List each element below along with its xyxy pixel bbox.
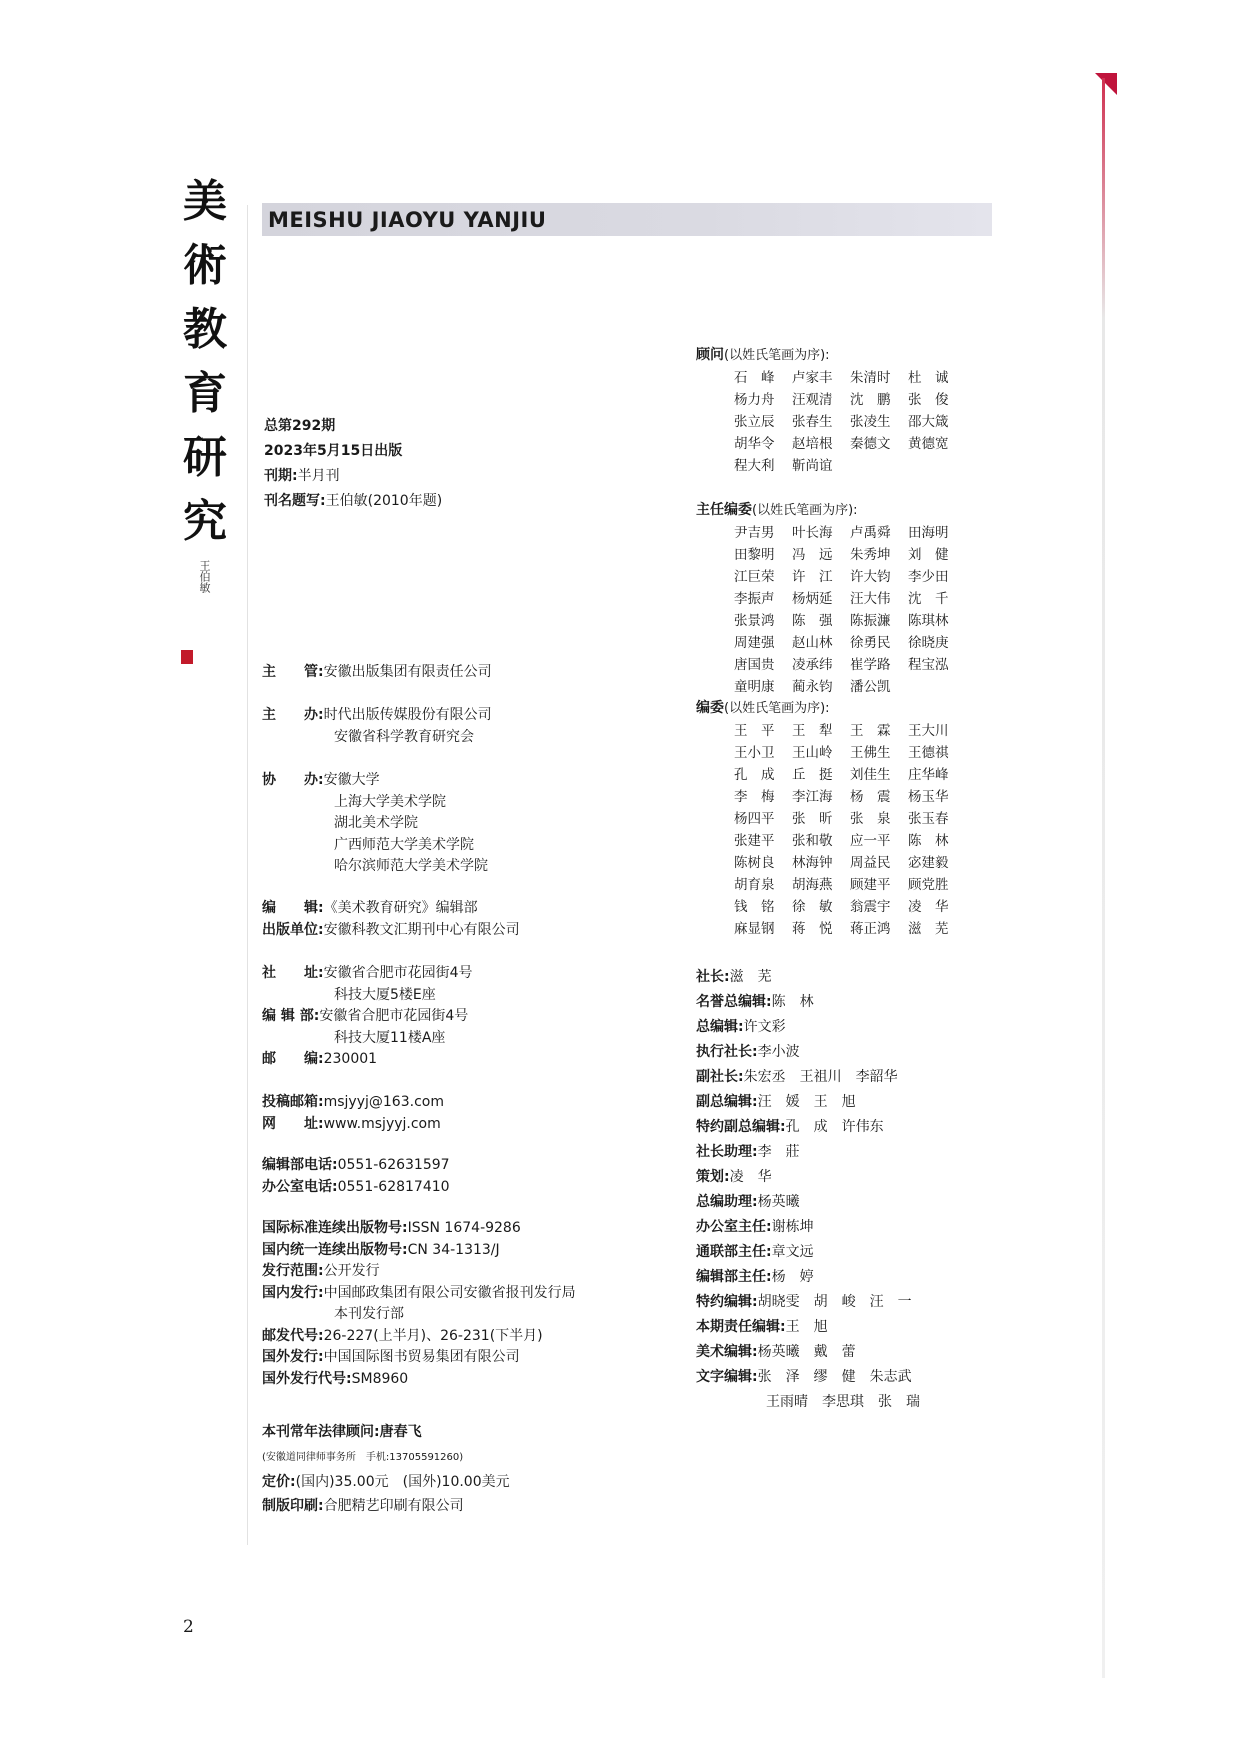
foreign-code-label: 国外发行代号: (262, 1370, 352, 1387)
person-name: 刘 健 (908, 546, 949, 563)
staff-row (696, 1365, 920, 1390)
corner-mark (1095, 73, 1117, 95)
staff-row (696, 1190, 920, 1215)
co-value: 上海大学美术学院 (334, 793, 446, 810)
person-name: 王 平 (734, 722, 775, 739)
staff-label: 副总编辑: (696, 1094, 758, 1110)
person-name: 徐 敏 (792, 898, 833, 915)
person-name: 赵山林 (792, 634, 833, 651)
staff-value: 胡晓雯 胡 峻 汪 一 (757, 1294, 912, 1310)
staff-row (696, 1040, 920, 1065)
page-number: 2 (183, 1617, 194, 1637)
editors-sub: (以姓氏笔画为序): (724, 701, 830, 716)
office-label: 编 辑 部: (262, 1008, 320, 1024)
advisors-sub: (以姓氏笔画为序): (724, 348, 830, 363)
staff-value: 王 旭 (785, 1319, 828, 1335)
staff-label: 社长: (696, 969, 730, 985)
person-name: 应一平 (850, 832, 891, 849)
staff-row (696, 1240, 920, 1265)
person-name: 李江海 (792, 788, 833, 805)
staff-value: 许文彩 (743, 1019, 786, 1035)
staff-value: 杨 婷 (771, 1269, 814, 1285)
print-value: 合肥精艺印刷有限公司 (323, 1498, 464, 1514)
issn-value: ISSN 1674-9286 (407, 1220, 521, 1236)
email-value[interactable]: msjyyj@163.com (323, 1094, 444, 1110)
person-name: 唐国贵 (734, 656, 775, 673)
publication-block (262, 1218, 576, 1390)
person-name: 黄德宽 (908, 435, 949, 452)
issn-label: 国际标准连续出版物号: (262, 1220, 408, 1236)
person-name: 张 泉 (850, 810, 891, 827)
staff-value: 凌 华 (729, 1169, 772, 1185)
editors-title: 编委 (696, 700, 724, 716)
person-name: 丘 挺 (792, 766, 833, 783)
person-name: 陈 强 (792, 612, 833, 629)
chief-editors-sub: (以姓氏笔画为序): (752, 503, 858, 518)
person-name: 王大川 (908, 722, 949, 739)
foreign-label: 国外发行: (262, 1349, 324, 1365)
supervisor-value: 安徽出版集团有限责任公司 (323, 664, 492, 680)
person-name: 胡华令 (734, 435, 775, 452)
person-name: 尹吉男 (734, 524, 775, 541)
price-label: 定价: (262, 1474, 296, 1490)
person-name: 张建平 (734, 832, 775, 849)
staff-row (696, 1065, 920, 1090)
legal-label: 本刊常年法律顾问: (262, 1424, 380, 1440)
issue-total: 总第292期 (264, 418, 336, 434)
advisors-section (696, 345, 966, 477)
person-name: 李少田 (908, 568, 949, 585)
person-name: 王德祺 (908, 744, 949, 761)
issue-date: 2023年5月15日出版 (264, 443, 403, 459)
editors-grid (696, 720, 966, 940)
staff-row (696, 965, 920, 990)
publisher-value: 安徽科教文汇期刊中心有限公司 (323, 921, 520, 938)
title-writer-value: 王伯敏(2010年题) (325, 493, 443, 509)
person-name: 秦德文 (850, 435, 891, 452)
staff-list (696, 965, 920, 1415)
person-name: 顾建平 (850, 876, 891, 893)
address-value: 科技大厦5楼E座 (334, 986, 436, 1003)
staff-value: 滋 芜 (729, 969, 772, 985)
cn-label: 国内统一连续出版物号: (262, 1241, 408, 1258)
calligraphy-char: 研 (183, 432, 227, 483)
title-writer-label: 刊名题写: (264, 493, 326, 509)
person-name: 田黎明 (734, 546, 775, 563)
staff-label: 社长助理: (696, 1144, 758, 1160)
signature: 王伯敏 (198, 560, 211, 593)
issue-info (264, 414, 442, 514)
person-name: 汪大伟 (850, 590, 891, 607)
person-name: 滋 芜 (908, 920, 949, 937)
staff-label: 策划: (696, 1169, 730, 1185)
legal-note: (安徽道同律师事务所 手机:13705591260) (262, 1452, 464, 1463)
person-name: 李 梅 (734, 788, 775, 805)
editor-label: 编 辑: (262, 900, 324, 916)
office-value: 安徽省合肥市花园街4号 (319, 1008, 469, 1024)
staff-row (696, 1215, 920, 1240)
supervisor-block (262, 662, 492, 684)
person-name: 张凌生 (850, 413, 891, 430)
calligraphy-char: 究 (183, 496, 227, 547)
person-name: 陈树良 (734, 854, 775, 871)
person-name: 庄华峰 (908, 766, 949, 783)
scope-value: 公开发行 (323, 1263, 380, 1279)
address-value: 安徽省合肥市花园街4号 (323, 965, 473, 981)
person-name: 靳尚谊 (792, 457, 833, 474)
foreign-code-value: SM8960 (351, 1370, 409, 1387)
person-name: 叶长海 (792, 524, 833, 541)
tel1-label: 编辑部电话: (262, 1157, 338, 1173)
zip-value: 230001 (323, 1051, 378, 1067)
calligraphy-title (175, 170, 235, 554)
person-name: 沈 千 (908, 590, 949, 607)
chief-editors-title: 主任编委 (696, 502, 752, 518)
staff-value: 李 莊 (757, 1144, 800, 1160)
postcode-value: 26-227(上半月)、26-231(下半月) (323, 1327, 543, 1344)
person-name: 张景鸿 (734, 612, 775, 629)
person-name: 李振声 (734, 590, 775, 607)
person-name: 张春生 (792, 413, 833, 430)
person-name: 杨四平 (734, 810, 775, 827)
staff-row (696, 990, 920, 1015)
person-name: 朱清时 (850, 369, 891, 386)
person-name: 程大利 (734, 457, 775, 474)
person-name: 潘公凯 (850, 678, 891, 695)
person-name: 张和敬 (792, 832, 833, 849)
person-name: 胡海燕 (792, 876, 833, 893)
staff-value: 李小波 (757, 1044, 800, 1060)
sponsor-label: 主 办: (262, 707, 324, 723)
staff-label: 本期责任编辑: (696, 1319, 786, 1335)
person-name: 杨力舟 (734, 391, 775, 408)
tel1-value: 0551-62631597 (337, 1157, 450, 1173)
scope-label: 发行范围: (262, 1263, 324, 1279)
person-name: 孔 成 (734, 766, 775, 783)
cn-value: CN 34-1313/J (407, 1241, 500, 1258)
phone-block (262, 1155, 450, 1198)
sponsor-value: 安徽省科学教育研究会 (334, 728, 474, 745)
person-name: 徐晓庚 (908, 634, 949, 651)
person-name: 王小卫 (734, 744, 775, 761)
person-name: 田海明 (908, 524, 949, 541)
staff-row (696, 1340, 920, 1365)
person-name: 陈琪林 (908, 612, 949, 629)
person-name: 邵大箴 (908, 413, 949, 430)
staff-value: 孔 成 许伟东 (785, 1119, 884, 1135)
staff-label: 美术编辑: (696, 1344, 758, 1360)
sponsor-value: 时代出版传媒股份有限公司 (323, 707, 492, 723)
page-edge-line (1102, 78, 1105, 1678)
chief-editors-grid (696, 522, 966, 698)
domestic-label: 国内发行: (262, 1284, 324, 1301)
person-name: 胡育泉 (734, 876, 775, 893)
staff-label: 名誉总编辑: (696, 994, 772, 1010)
co-value: 广西师范大学美术学院 (334, 836, 474, 853)
staff-row (696, 1290, 920, 1315)
person-name: 冯 远 (792, 546, 833, 563)
person-name: 宓建毅 (908, 854, 949, 871)
editor-value: 《美术教育研究》编辑部 (323, 900, 478, 916)
co-value: 哈尔滨师范大学美术学院 (334, 858, 488, 874)
calligraphy-char: 育 (183, 368, 227, 419)
person-name: 王佛生 (850, 744, 891, 761)
domestic-value: 本刊发行部 (334, 1306, 404, 1322)
co-block (262, 770, 488, 878)
person-name: 钱 铭 (734, 898, 775, 915)
editors-section (696, 698, 966, 940)
address-label: 社 址: (262, 965, 324, 981)
editor-block (262, 898, 520, 941)
person-name: 张 俊 (908, 391, 949, 408)
person-name: 卢家丰 (792, 369, 833, 386)
person-name: 张玉春 (908, 810, 949, 827)
staff-label: 编辑部主任: (696, 1269, 772, 1285)
staff-label: 特约副总编辑: (696, 1119, 786, 1135)
staff-label: 特约编辑: (696, 1294, 758, 1310)
sponsor-block (262, 705, 492, 748)
person-name: 徐勇民 (850, 634, 891, 651)
person-name: 许 江 (792, 568, 833, 585)
person-name: 程宝泓 (908, 656, 949, 673)
column-divider (247, 205, 248, 1545)
person-name: 陈 林 (908, 832, 949, 849)
contact-block (262, 1092, 444, 1135)
staff-label: 文字编辑: (696, 1369, 758, 1385)
staff-value: 汪 媛 王 旭 (757, 1094, 856, 1110)
person-name: 杨玉华 (908, 788, 949, 805)
seal-stamp (181, 650, 193, 664)
staff-label: 总编辑: (696, 1019, 744, 1035)
address-block (262, 963, 473, 1071)
staff-row (696, 1140, 920, 1165)
office-value: 科技大厦11楼A座 (334, 1029, 446, 1046)
chief-editors-section (696, 500, 966, 698)
staff-label: 总编助理: (696, 1194, 758, 1210)
person-name: 江巨荣 (734, 568, 775, 585)
tel2-value: 0551-62817410 (337, 1178, 450, 1195)
person-name: 周益民 (850, 854, 891, 871)
staff-row (696, 1165, 920, 1190)
calligraphy-char: 術 (183, 240, 227, 291)
advisors-title: 顾问 (696, 347, 724, 363)
person-name: 王山岭 (792, 744, 833, 761)
person-name: 陈振濂 (850, 612, 891, 629)
price-value: (国内)35.00元 (国外)10.00美元 (295, 1474, 510, 1490)
zip-label: 邮 编: (262, 1051, 324, 1067)
person-name: 王 霖 (850, 722, 891, 739)
person-name: 蔺永钧 (792, 678, 833, 695)
legal-value: 唐春飞 (379, 1424, 422, 1440)
person-name: 张 昕 (792, 810, 833, 827)
staff-label: 执行社长: (696, 1044, 758, 1060)
person-name: 朱秀坤 (850, 546, 891, 563)
person-name: 许大钧 (850, 568, 891, 585)
staff-value: 陈 林 (771, 994, 814, 1010)
staff-label: 办公室主任: (696, 1219, 772, 1235)
person-name: 翁震宇 (850, 898, 891, 915)
legal-block (262, 1420, 510, 1518)
staff-label: 通联部主任: (696, 1244, 772, 1260)
co-value: 湖北美术学院 (334, 815, 418, 831)
person-name: 杨 震 (850, 788, 891, 805)
banner-text: MEISHU JIAOYU YANJIU (268, 208, 547, 232)
person-name: 凌承纬 (792, 656, 833, 673)
person-name: 蒋正鸿 (850, 920, 891, 937)
staff-value: 杨英曦 戴 蕾 (757, 1344, 856, 1360)
person-name: 刘佳生 (850, 766, 891, 783)
co-value: 安徽大学 (323, 772, 380, 788)
staff-value: 张 泽 缪 健 朱志武 (757, 1369, 912, 1385)
person-name: 周建强 (734, 634, 775, 651)
person-name: 林海钟 (792, 854, 833, 871)
staff-value: 谢栋坤 (771, 1219, 814, 1235)
staff-row (696, 1315, 920, 1340)
foreign-value: 中国国际图书贸易集团有限公司 (323, 1349, 520, 1365)
staff-label: 副社长: (696, 1069, 744, 1085)
staff-row (696, 1265, 920, 1290)
person-name: 崔学路 (850, 656, 891, 673)
person-name: 麻显钢 (734, 920, 775, 937)
staff-row (696, 1090, 920, 1115)
advisors-grid (696, 367, 966, 477)
period-value: 半月刊 (297, 468, 340, 484)
staff-value: 王雨晴 李思琪 张 瑞 (766, 1394, 920, 1410)
person-name: 汪观清 (792, 391, 833, 408)
email-label: 投稿邮箱: (262, 1094, 324, 1110)
staff-value: 朱宏丞 王祖川 李韶华 (743, 1069, 898, 1085)
person-name: 赵培根 (792, 435, 833, 452)
co-label: 协 办: (262, 772, 324, 788)
print-label: 制版印刷: (262, 1498, 324, 1514)
person-name: 顾党胜 (908, 876, 949, 893)
web-value[interactable]: www.msjyyj.com (323, 1115, 441, 1132)
calligraphy-char: 教 (183, 304, 227, 355)
person-name: 杨炳延 (792, 590, 833, 607)
person-name: 童明康 (734, 678, 775, 695)
staff-row (696, 1015, 920, 1040)
person-name: 沈 鹏 (850, 391, 891, 408)
domestic-value: 中国邮政集团有限公司安徽省报刊发行局 (323, 1284, 576, 1301)
staff-row (696, 1390, 920, 1415)
staff-value: 章文远 (771, 1244, 814, 1260)
postcode-label: 邮发代号: (262, 1327, 324, 1344)
publisher-label: 出版单位: (262, 921, 324, 938)
person-name: 凌 华 (908, 898, 949, 915)
web-label: 网 址: (262, 1115, 324, 1132)
person-name: 石 峰 (734, 369, 775, 386)
staff-value: 杨英曦 (757, 1194, 800, 1210)
staff-row (696, 1115, 920, 1140)
calligraphy-char: 美 (183, 176, 227, 227)
tel2-label: 办公室电话: (262, 1178, 338, 1195)
supervisor-label: 主 管: (262, 664, 324, 680)
person-name: 张立辰 (734, 413, 775, 430)
person-name: 卢禹舜 (850, 524, 891, 541)
person-name: 蒋 悦 (792, 920, 833, 937)
person-name: 王 犁 (792, 722, 833, 739)
person-name: 杜 诚 (908, 369, 949, 386)
period-label: 刊期: (264, 468, 298, 484)
